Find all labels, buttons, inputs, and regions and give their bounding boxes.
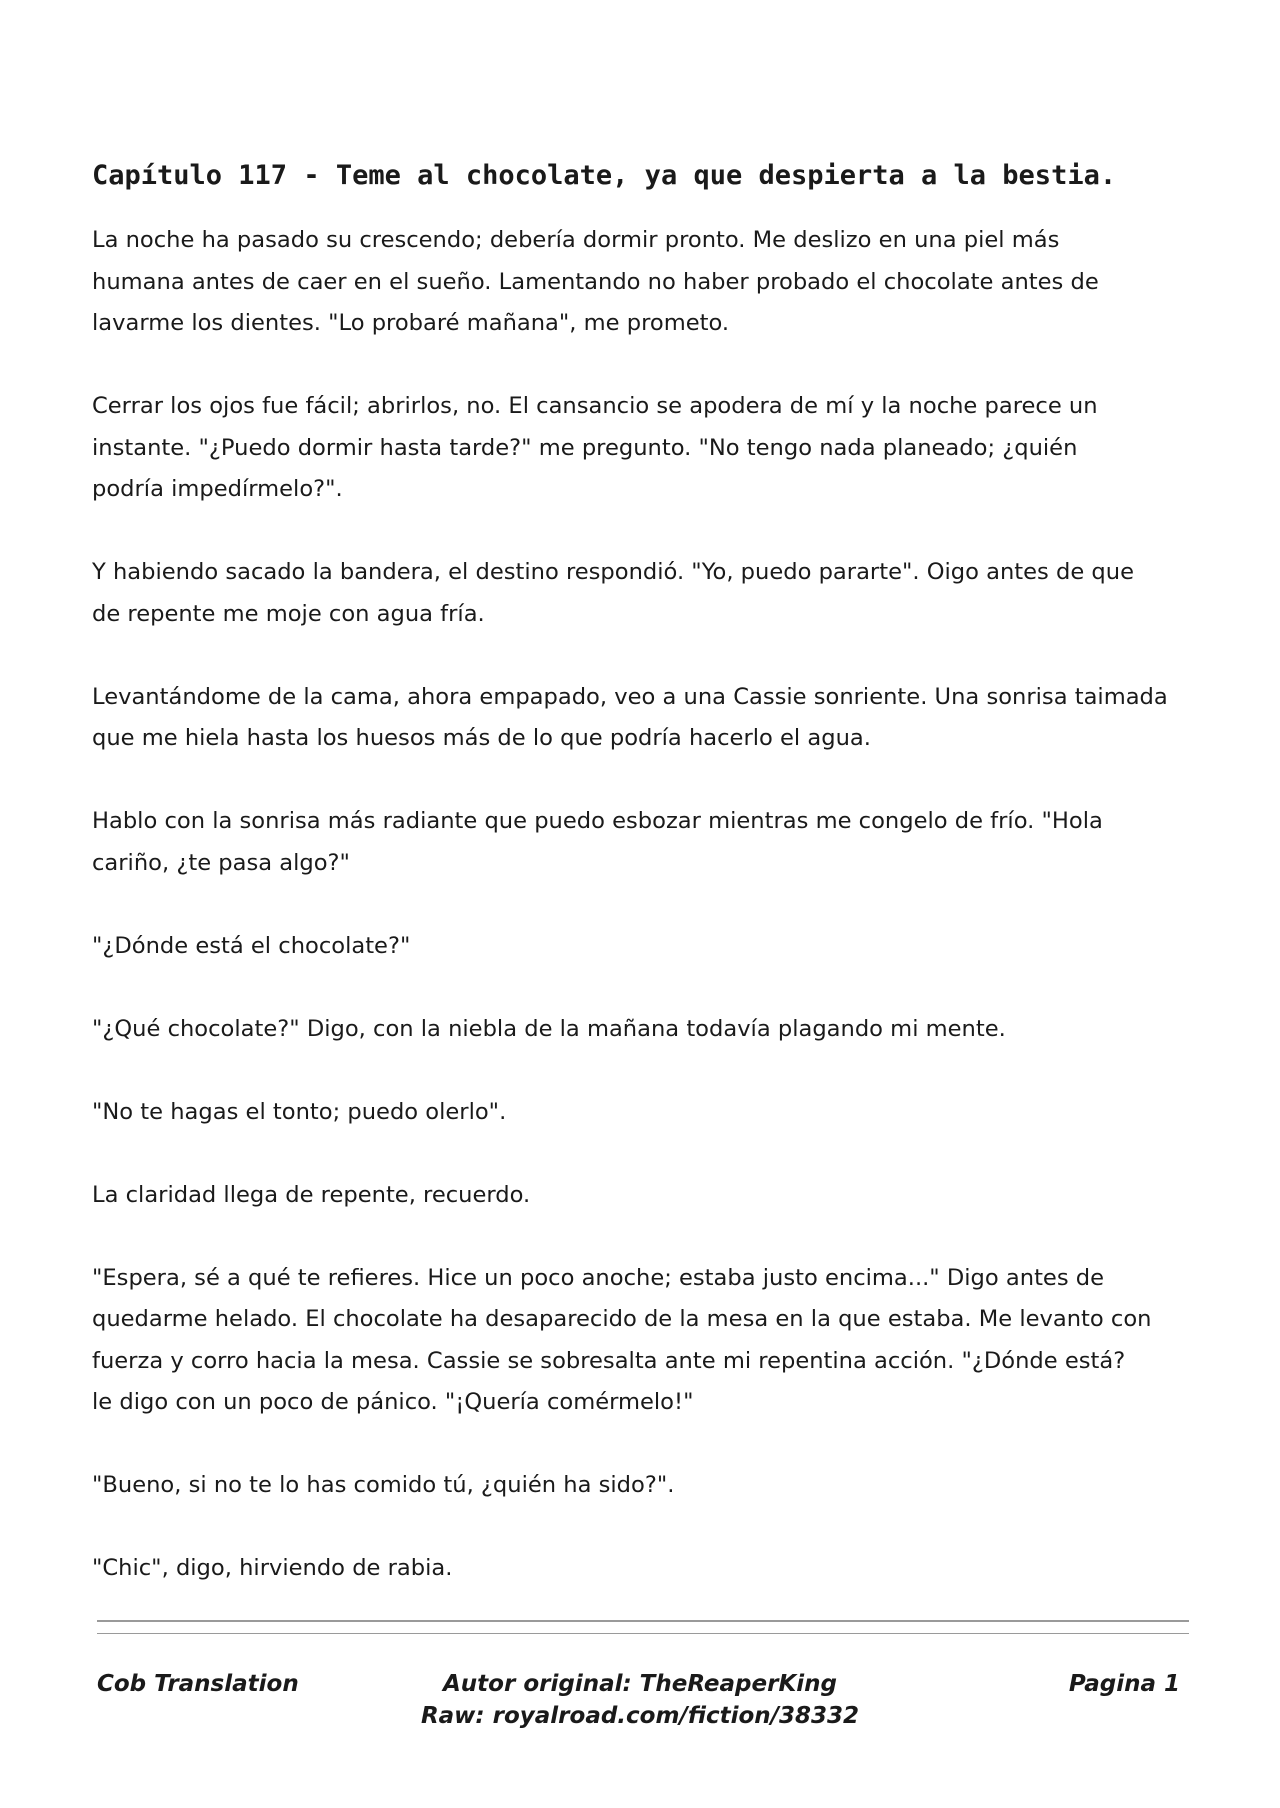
- paragraph-line: Levantándome de la cama, ahora empapado, veo a una Cassie sonriente. Una sonrisa taimada: [92, 683, 1168, 710]
- paragraph-line: "Chic", digo, hirviendo de rabia.: [92, 1555, 453, 1581]
- paragraph-line: "¿Dónde está el chocolate?": [92, 932, 411, 959]
- paragraph: [92, 1258, 1192, 1424]
- paragraph: [92, 1092, 1192, 1134]
- paragraph-line: Cerrar los ojos fue fácil; abrirlos, no. El cansancio se apodera de mí y la noche parece un: [92, 393, 1098, 419]
- paragraph-line: Y habiendo sacado la bandera, el destino respondió. "Yo, puedo pararte". Oigo antes de que: [92, 559, 1134, 585]
- paragraph-line: "¿Qué chocolate?" Digo, con la niebla de la mañana todavía plagando mi mente.: [92, 1015, 1006, 1042]
- paragraph-line: La noche ha pasado su crescendo; debería dormir pronto. Me deslizo en una piel más: [92, 227, 1060, 253]
- paragraph-line: fuerza y corro hacia la mesa. Cassie se sobresalta ante mi repentina acción. "¿Dónde está?: [92, 1347, 1126, 1374]
- footer-translator: Cob Translation: [97, 1671, 299, 1697]
- paragraph: [92, 386, 1192, 511]
- paragraph-line: le digo con un poco de pánico. "¡Quería comérmelo!": [92, 1389, 694, 1415]
- paragraph-line: La claridad llega de repente, recuerdo.: [92, 1181, 531, 1208]
- paragraph-line: instante. "¿Puedo dormir hasta tarde?" me pregunto. "No tengo nada planeado; ¿quién: [92, 434, 1078, 461]
- footer-credits: [421, 1668, 859, 1732]
- chapter-title: Capítulo 117 - Teme al chocolate, ya que despierta a la bestia.: [92, 160, 1117, 191]
- footer-page-number: Pagina 1: [1068, 1671, 1180, 1697]
- paragraph: [92, 801, 1192, 884]
- paragraph-line: podría impedírmelo?".: [92, 476, 343, 502]
- paragraph: [92, 1175, 1192, 1217]
- footer-divider-bottom: [97, 1633, 1189, 1634]
- paragraph-line: que me hiela hasta los huesos más de lo que podría hacerlo el agua.: [92, 725, 871, 751]
- paragraph: [92, 552, 1192, 635]
- paragraph-line: quedarme helado. El chocolate ha desaparecido de la mesa en la que estaba. Me levanto con: [92, 1306, 1152, 1332]
- footer-raw-source: Raw: royalroad.com/fiction/38332: [420, 1703, 860, 1729]
- paragraph: [92, 1465, 1192, 1507]
- footer-author: Autor original: TheReaperKing: [443, 1671, 837, 1697]
- paragraph-list: [92, 220, 1192, 1590]
- paragraph: [92, 926, 1192, 968]
- document-body: [92, 158, 1192, 1631]
- footer-divider-top: [97, 1620, 1189, 1622]
- paragraph-line: humana antes de caer en el sueño. Lamentando no haber probado el chocolate antes de: [92, 268, 1099, 295]
- paragraph-line: "Bueno, si no te lo has comido tú, ¿quién ha sido?".: [92, 1472, 675, 1498]
- paragraph-line: "Espera, sé a qué te refieres. Hice un poco anoche; estaba justo encima..." Digo antes de: [92, 1264, 1105, 1291]
- paragraph: [92, 1009, 1192, 1051]
- paragraph: [92, 1548, 1192, 1590]
- paragraph-line: "No te hagas el tonto; puedo olerlo".: [92, 1098, 507, 1125]
- paragraph-line: Hablo con la sonrisa más radiante que puedo esbozar mientras me congelo de frío. "Hola: [92, 808, 1103, 834]
- paragraph-line: de repente me moje con agua fría.: [92, 600, 485, 627]
- paragraph: [92, 220, 1192, 345]
- paragraph-line: lavarme los dientes. "Lo probaré mañana", me prometo.: [92, 310, 730, 336]
- paragraph: [92, 677, 1192, 760]
- paragraph-line: cariño, ¿te pasa algo?": [92, 849, 350, 876]
